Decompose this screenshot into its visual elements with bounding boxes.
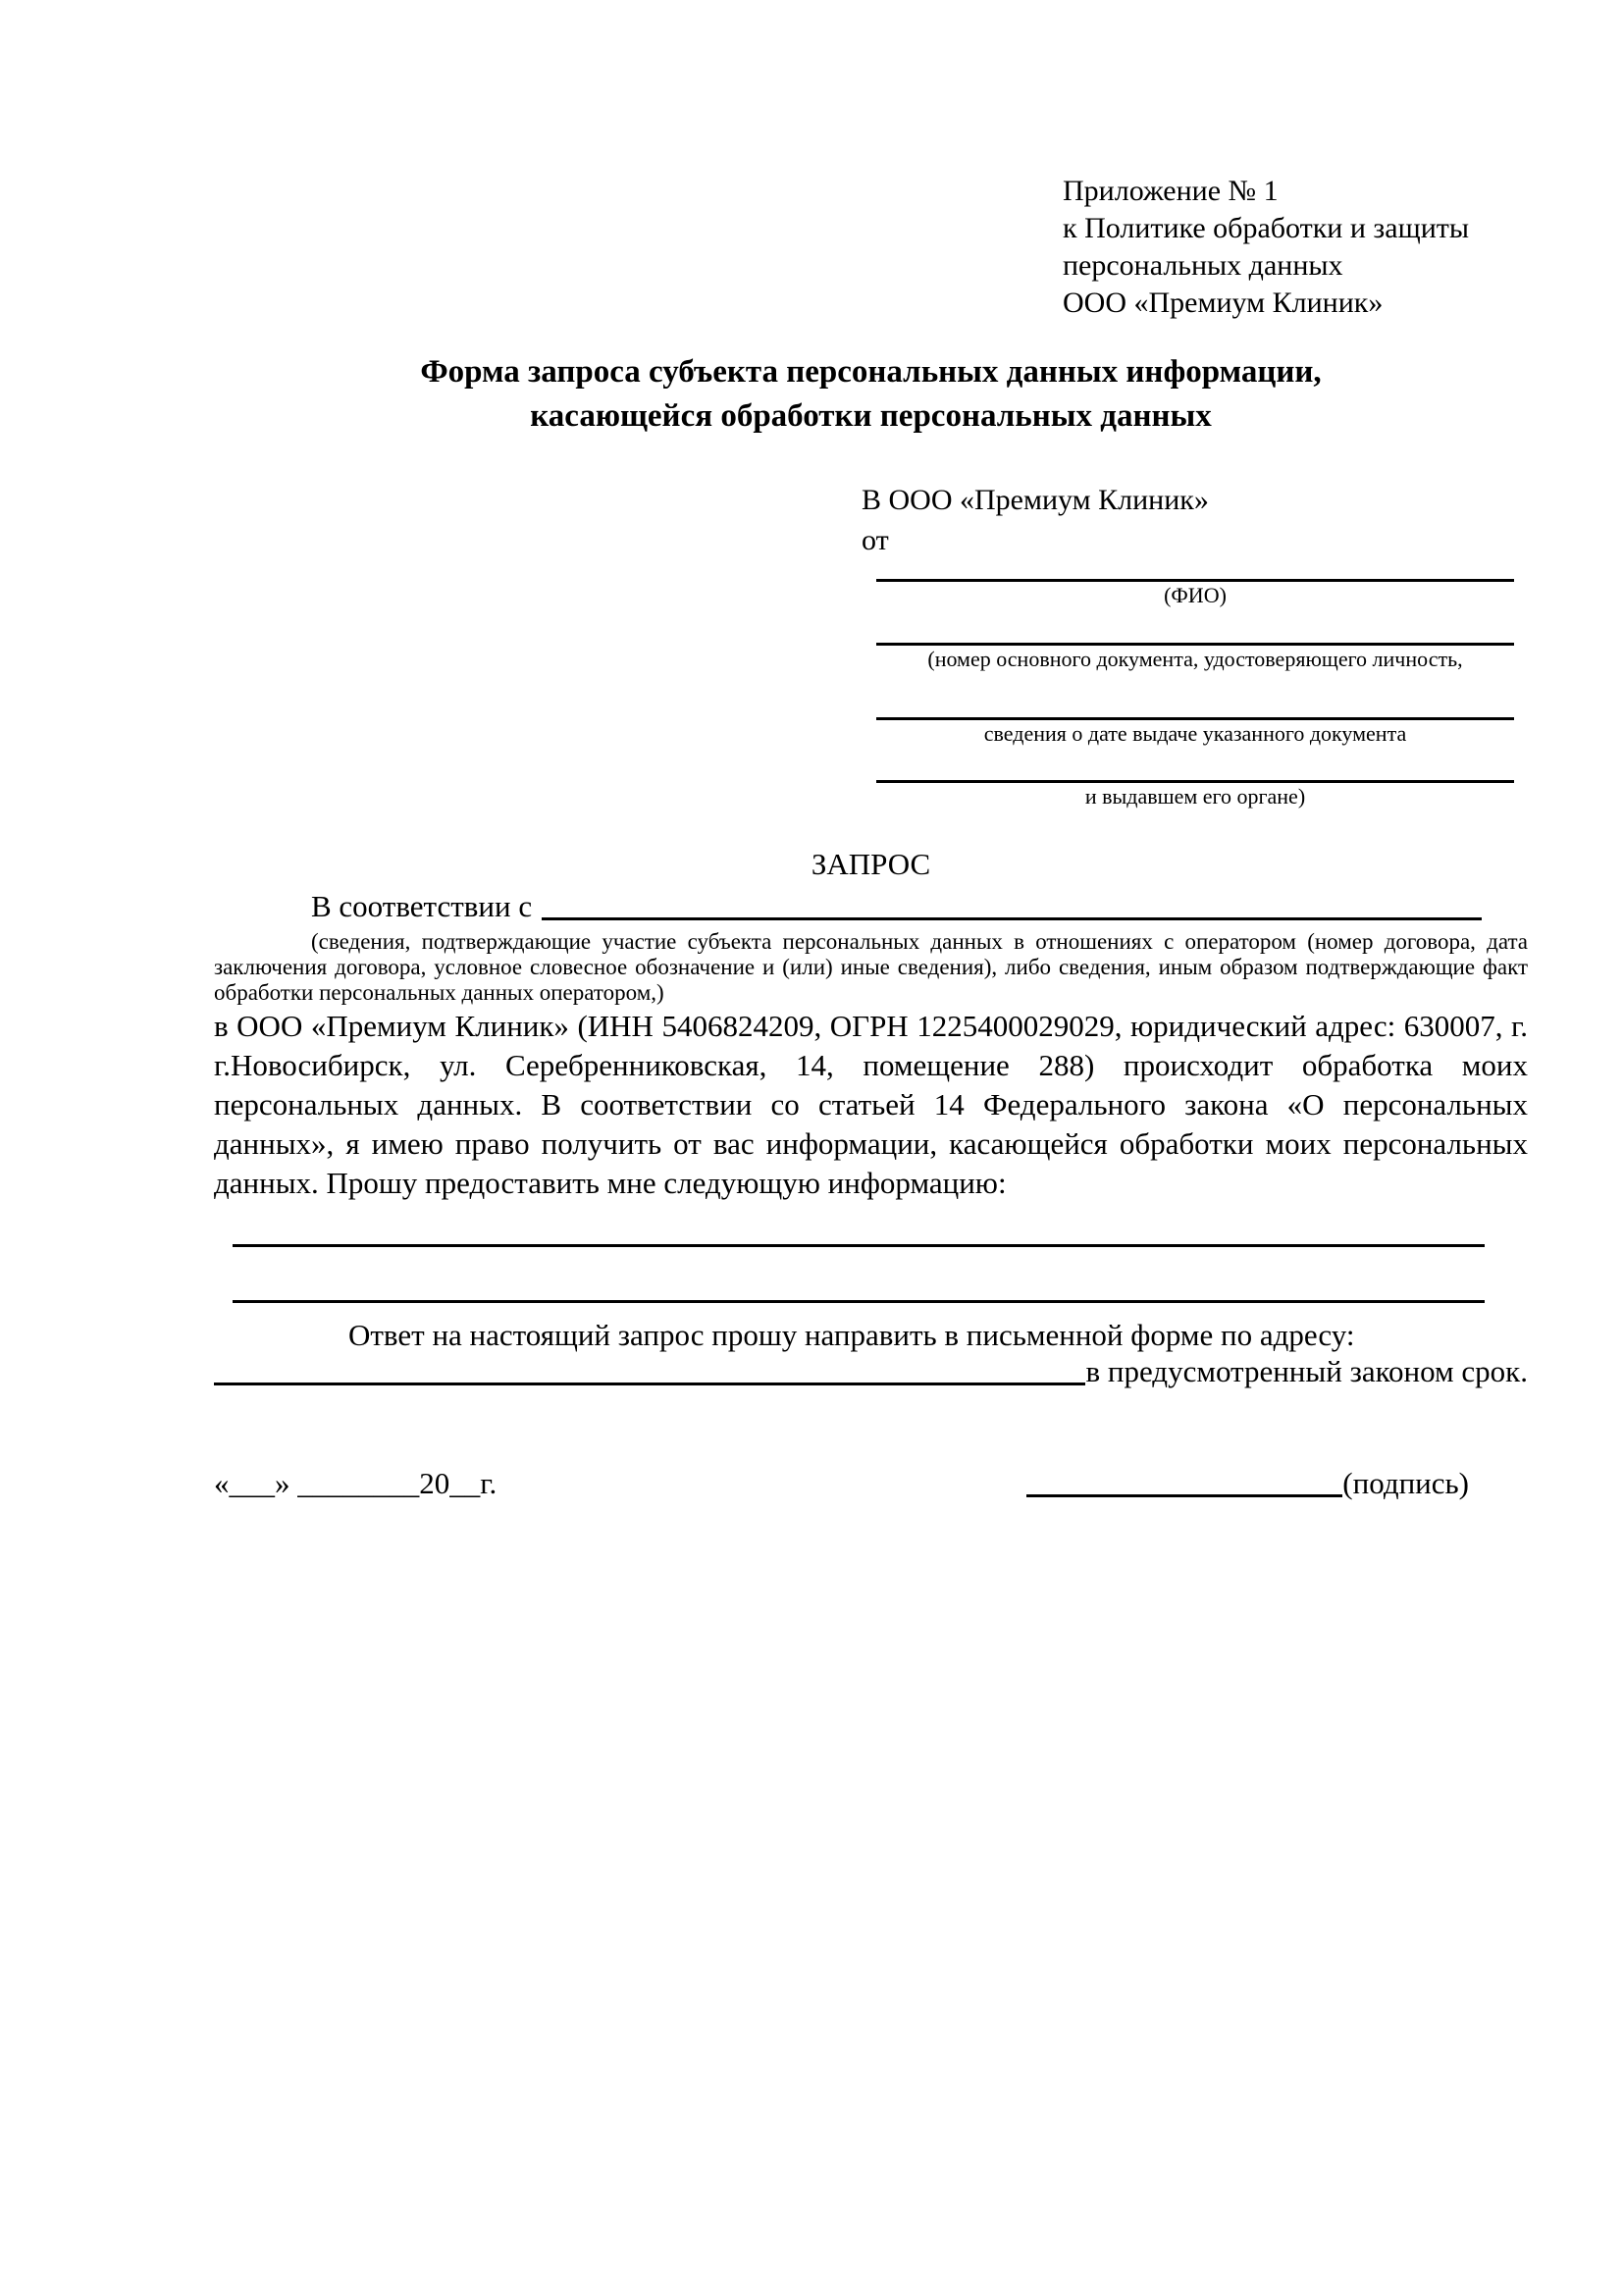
request-body: в ООО «Премиум Клиник» (ИНН 5406824209, ОГРН 1225400029029, юридический адрес: 630007, г. г.Новосибирск, ул. Серебренниковская, 14, помещение 288) происходит обработка моих персональных данных. В соответствии со статьей 14 Федерального закона «О персональных данных», я имею право получить от вас информации, касающейся обработки моих персональных данных. Прошу предоставить мне следующую информацию: xyxy=(214,1009,1528,1200)
date-blank: «___» ________20__г. xyxy=(214,1466,497,1500)
footer-row xyxy=(214,1464,1528,1503)
fio-caption: (ФИО) xyxy=(1164,583,1227,607)
answer-line2 xyxy=(214,1352,1528,1391)
addressee-company: В ООО «Премиум Клиник» xyxy=(862,484,1209,516)
appendix-note-line: Приложение № 1 xyxy=(1063,175,1279,207)
appendix-note-line: персональных данных xyxy=(1063,249,1343,282)
appendix-note-line: к Политике обработки и защиты xyxy=(1063,212,1470,244)
addressee-block xyxy=(862,480,1209,560)
info-fill-line-2 xyxy=(233,1300,1485,1303)
accordance-fill-line xyxy=(542,917,1482,920)
accordance-label: В соответствии с xyxy=(311,889,533,923)
address-fill-line xyxy=(214,1383,1085,1385)
answer-line2-suffix: в предусмотренный законом срок. xyxy=(1085,1354,1528,1388)
doc-number-fill-line xyxy=(876,643,1514,646)
answer-line1: Ответ на настоящий запрос прошу направить в письменной форме по адресу: xyxy=(348,1318,1355,1352)
document-title-line2: касающейся обработки персональных данных xyxy=(530,398,1212,434)
doc-date-caption: сведения о дате выдаче указанного документа xyxy=(983,721,1407,746)
info-fill-line-1 xyxy=(233,1244,1485,1247)
accordance-row xyxy=(214,888,1528,925)
fio-fill-line xyxy=(876,579,1514,582)
appendix-note xyxy=(1063,173,1469,322)
signature-fill-line xyxy=(1026,1494,1342,1497)
document-title xyxy=(214,350,1528,439)
doc-issuer-fill-line xyxy=(876,780,1514,783)
signature-caption: (подпись) xyxy=(1342,1466,1469,1500)
appendix-note-line: ООО «Премиум Клиник» xyxy=(1063,287,1384,319)
request-heading: ЗАПРОС xyxy=(811,847,931,881)
document-title-line1: Форма запроса субъекта персональных данных информации, xyxy=(420,354,1322,390)
doc-date-fill-line xyxy=(876,717,1514,720)
explanatory-note: (сведения, подтверждающие участие субъекта персональных данных в отношениях с оператором (номер договора, дата заключения договора, условное словесное обозначение и (или) иные сведения), либо сведения, иным образом подтверждающие факт обработки персональных данных оператором,) xyxy=(214,929,1528,1005)
doc-issuer-caption: и выдавшем его органе) xyxy=(1084,784,1306,809)
addressee-from-label: от xyxy=(862,524,889,556)
signature-block xyxy=(1026,1464,1469,1503)
doc-number-caption: (номер основного документа, удостоверяющего личность, xyxy=(927,647,1463,671)
